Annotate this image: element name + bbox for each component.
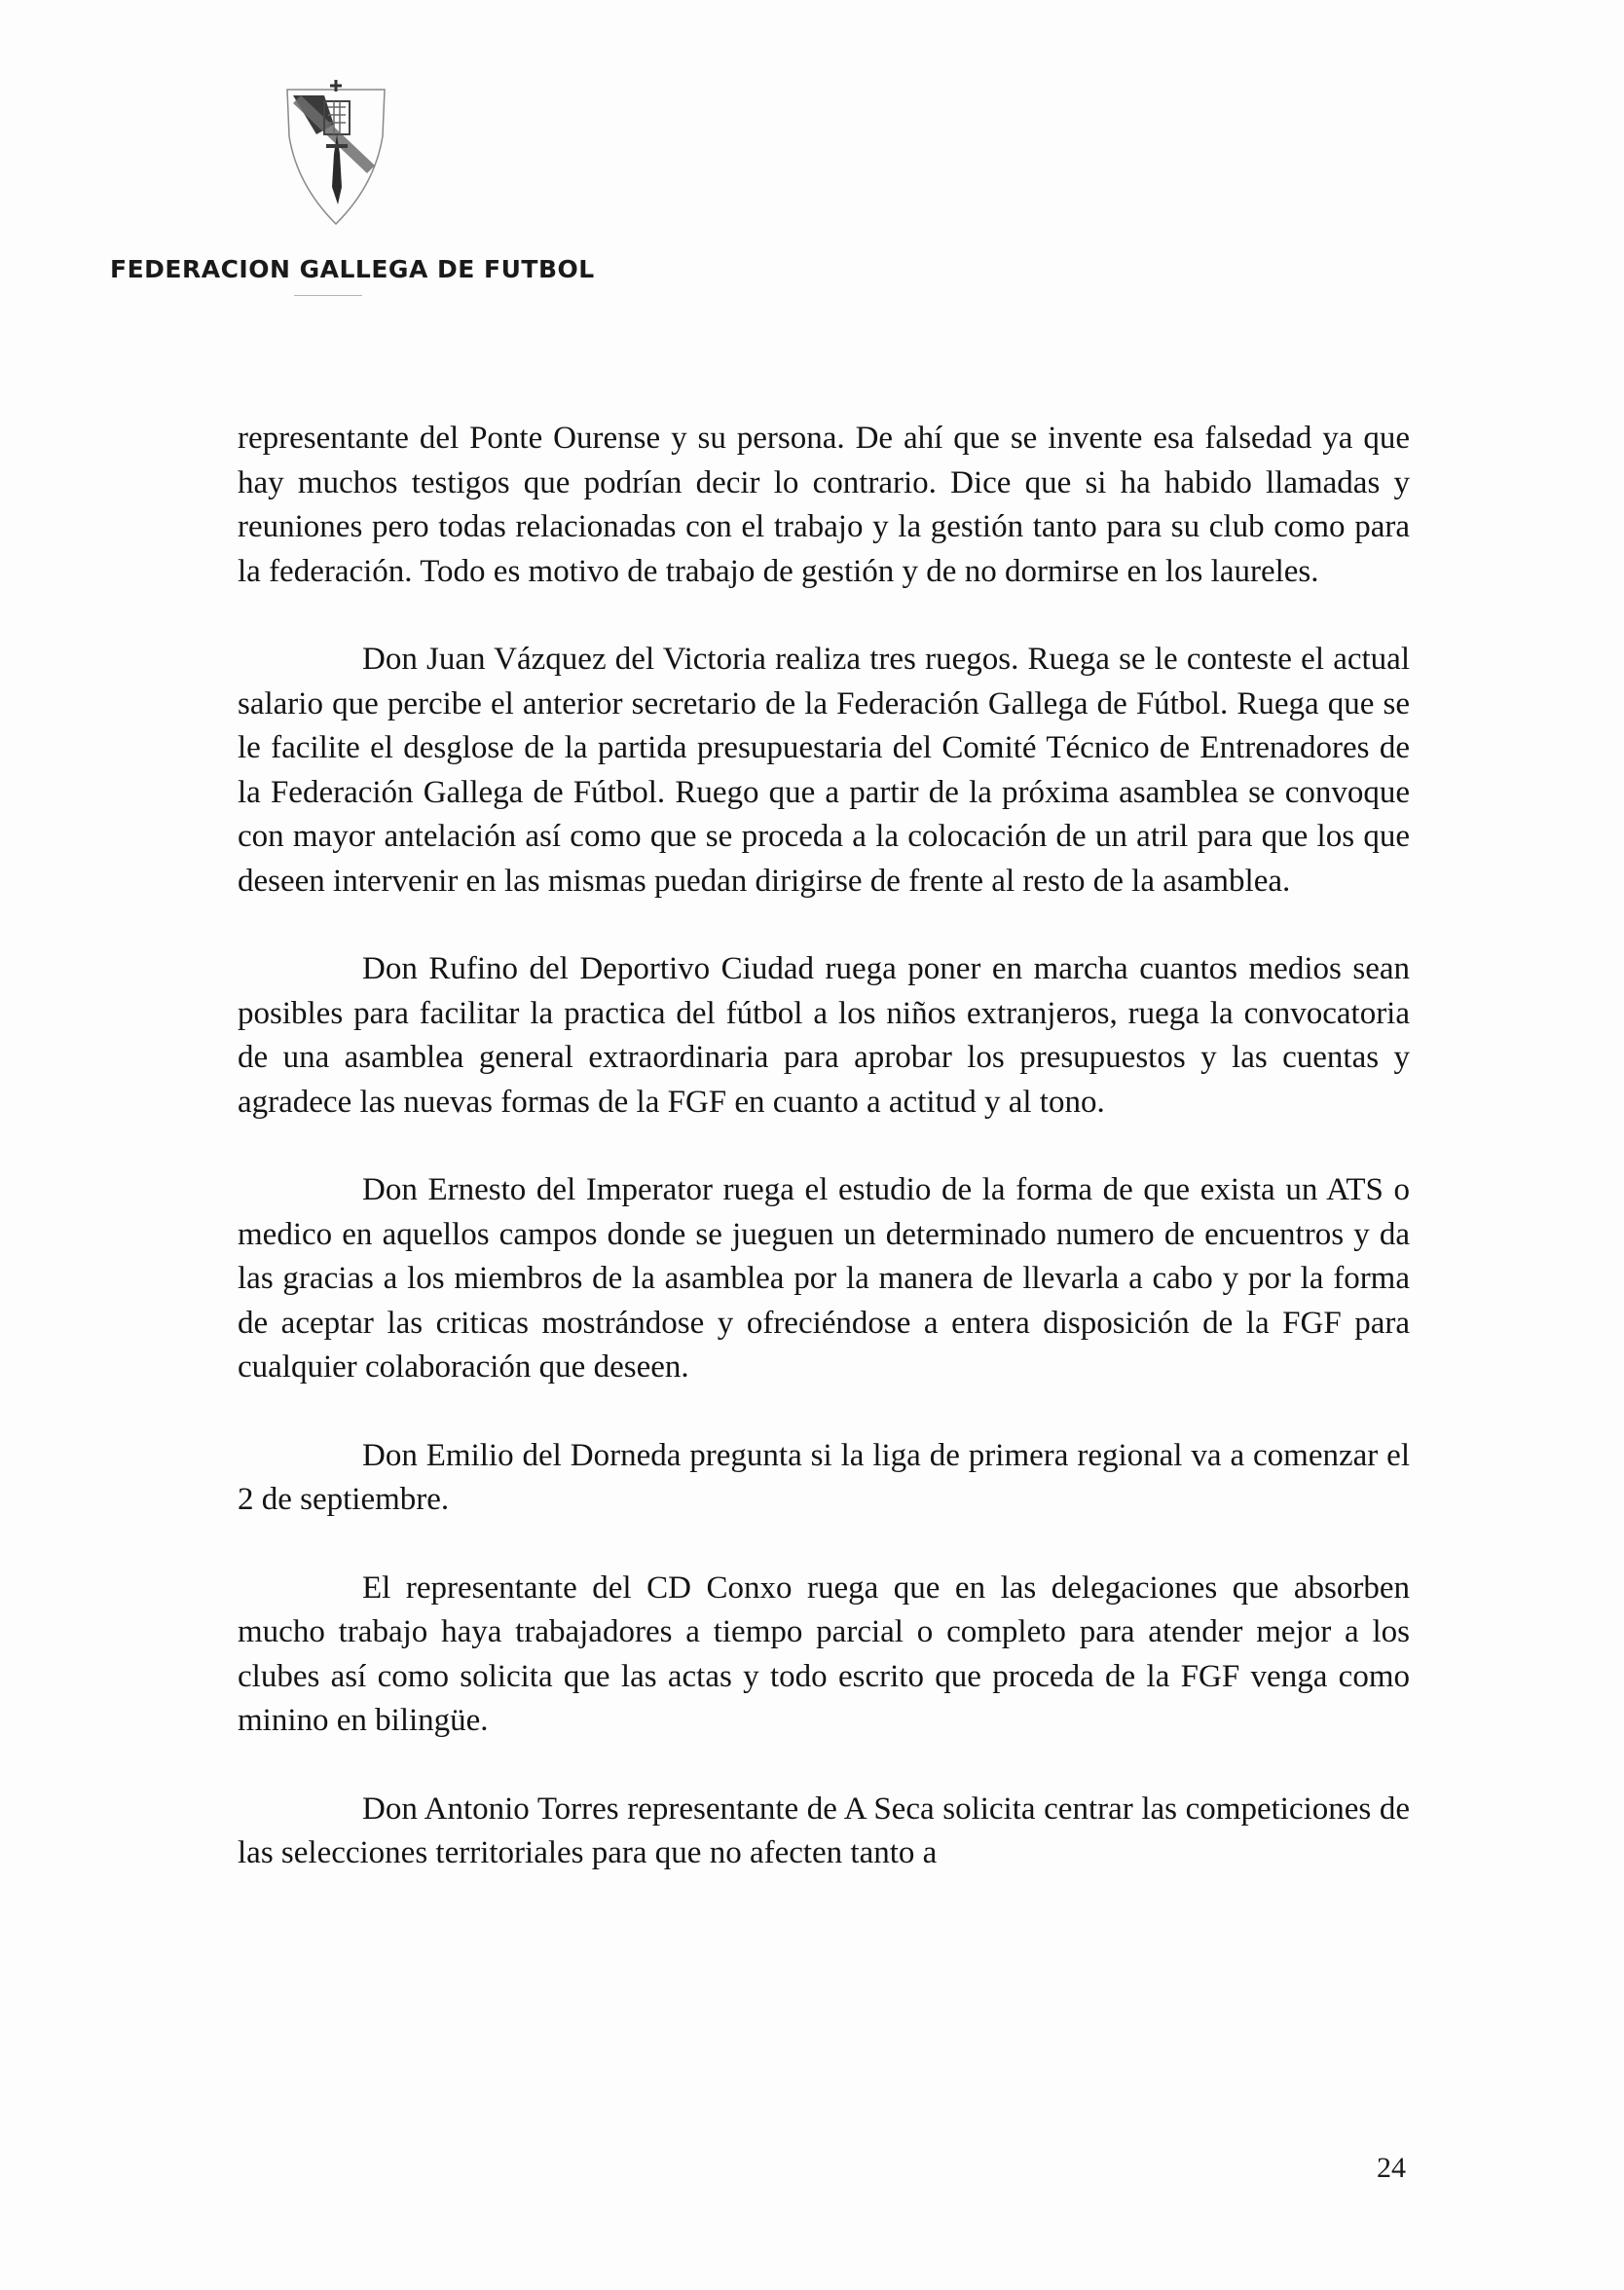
paragraph: Don Ernesto del Imperator ruega el estudio de la forma de que exista un ATS o medico en aquellos campos donde se jueguen un determinado numero de encuentros y da las gracias a los miembros de la asamblea por la manera de llevarla a cabo y por la forma de aceptar las criticas mostrándose y ofreciéndose a entera disposición de la FGF para cualquier colaboración que deseen. [238,1172,1410,1385]
paragraph: representante del Ponte Ourense y su persona. De ahí que se invente esa falsedad ya que hay muchos testigos que podrían decir lo contrario. Dice que si ha habido llamadas y reuniones pero todas relacionadas con el trabajo y la gestión tanto para su club como para la federación. Todo es motivo de trabajo de gestión y de no dormirse en los laureles. [238,421,1410,589]
federation-crest-icon [277,78,394,234]
header-divider [294,295,362,296]
paragraph: El representante del CD Conxo ruega que en las delegaciones que absorben mucho trabajo haya trabajadores a tiempo parcial o completo para atender mejor a los clubes así como solicita que las actas y todo escrito que proceda de la FGF venga como minino en bilingüe. [238,1570,1410,1738]
paragraph: Don Antonio Torres representante de A Seca solicita centrar las competiciones de las selecciones territoriales para que no afecten tanto a [238,1791,1410,1870]
paragraph: Don Emilio del Dorneda pregunta si la liga de primera regional va a comenzar el 2 de septiembre. [238,1437,1410,1517]
paragraph: Don Juan Vázquez del Victoria realiza tres ruegos. Ruega se le conteste el actual salario que percibe el anterior secretario de la Federación Gallega de Fútbol. Ruega que se le facilite el desglose de la partida presupuestaria del Comité Técnico de Entrenadores de la Federación Gallega de Fútbol. Ruego que a partir de la próxima asamblea se convoque con mayor antelación así como que se proceda a la colocación de un atril para que los que deseen intervenir en las mismas puedan dirigirse de frente al resto de la asamblea. [238,642,1410,899]
document-body [238,417,1410,1920]
page-number: 24 [1377,2152,1406,2184]
paragraph: Don Rufino del Deportivo Ciudad ruega poner en marcha cuantos medios sean posibles para facilitar la practica del fútbol a los niños extranjeros, ruega la convocatoria de una asamblea general extraordinaria para aprobar los presupuestos y las cuentas y agradece las nuevas formas de la FGF en cuanto a actitud y al tono. [238,951,1410,1120]
organization-name: FEDERACION GALLEGA DE FUTBOL [110,255,595,283]
